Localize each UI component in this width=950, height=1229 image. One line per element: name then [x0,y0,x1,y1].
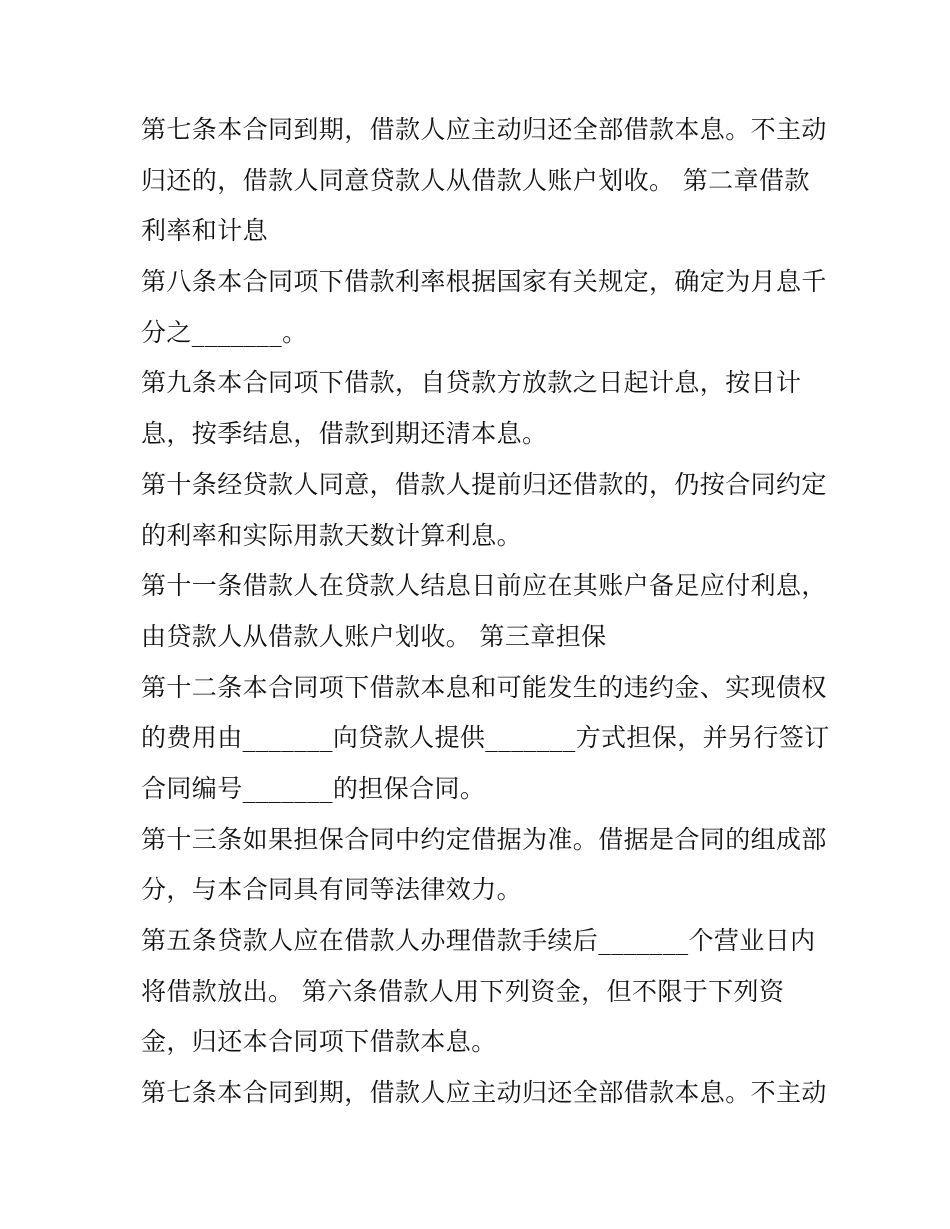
text-line: 息，按季结息，借款到期还清本息。 [141,419,548,449]
text-line: 第九条本合同项下借款，自贷款方放款之日起计息，按日计 [141,368,802,398]
document-body [141,105,830,1119]
text-line: 第七条本合同到期，借款人应主动归还全部借款本息。不主动 [141,1078,827,1108]
text-line: 利率和计息 [141,216,269,246]
text-line: 的利率和实际用款天数计算利息。 [141,520,523,550]
text-line: 归还的，借款人同意贷款人从借款人账户划收。 第二章借款 [141,165,810,195]
text-line: 金，归还本合同项下借款本息。 [141,1027,497,1057]
text-line: 第十二条本合同项下借款本息和可能发生的违约金、实现债权 [141,672,827,702]
text-line: 第十三条如果担保合同中约定借据为准。借据是合同的组成部 [141,824,827,854]
text-line: 第七条本合同到期，借款人应主动归还全部借款本息。不主动 [141,115,827,144]
text-line: 将借款放出。 第六条借款人用下列资金，但不限于下列资 [141,976,785,1006]
text-line: 第八条本合同项下借款利率根据国家有关规定，确定为月息千 [141,267,827,297]
text-line: 分之_______。 [141,317,308,347]
text-line: 第五条贷款人应在借款人办理借款手续后_______个营业日内 [141,926,816,955]
text-line: 第十一条借款人在贷款人结息日前应在其账户备足应付利息， [141,571,827,601]
text-line: 合同编号_______的担保合同。 [141,773,486,803]
text-line: 的费用由_______向贷款人提供_______方式担保，并另行签订 [141,723,830,753]
text-line: 第十条经贷款人同意，借款人提前归还借款的，仍按合同约定 [141,469,827,499]
text-line: 由贷款人从借款人账户划收。 第三章担保 [141,621,607,651]
text-line: 分，与本合同具有同等法律效力。 [141,875,523,905]
